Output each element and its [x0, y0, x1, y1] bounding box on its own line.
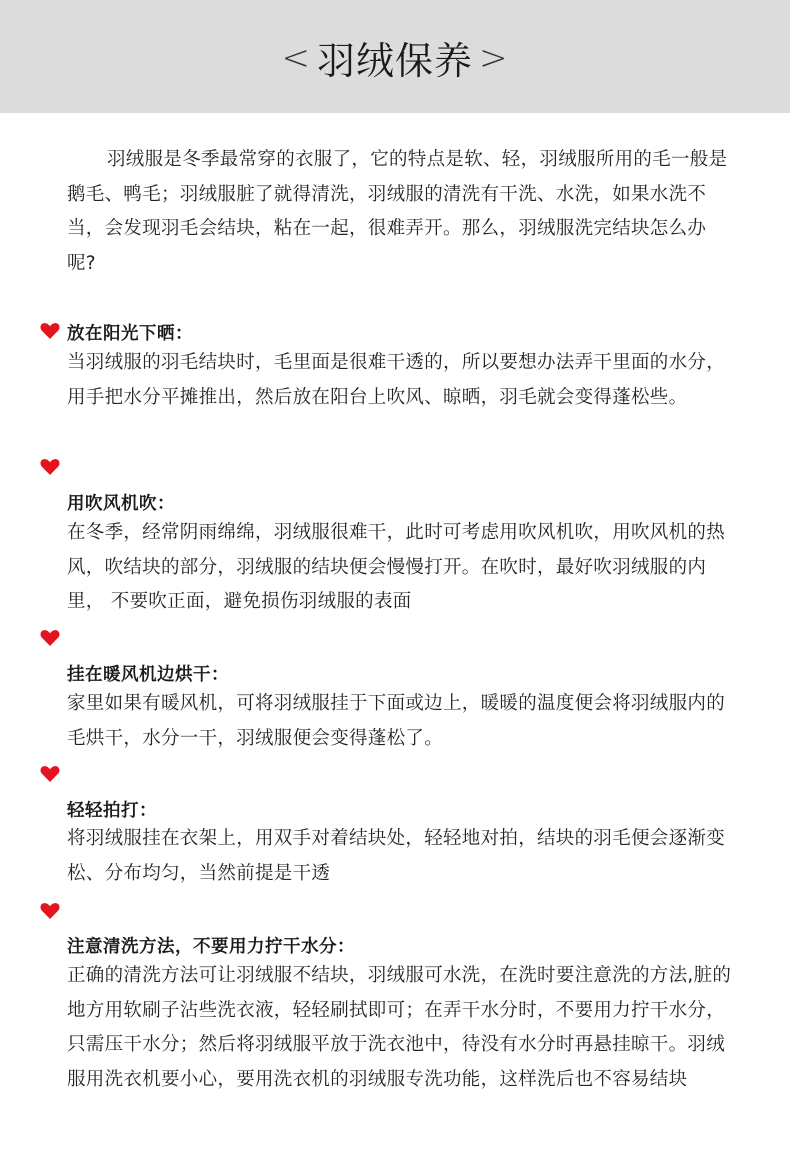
page-title-text: 羽绒保养 [316, 39, 473, 83]
tip-title: 挂在暖风机边烘干： [67, 665, 229, 685]
tip-title: 用吹风机吹： [67, 494, 175, 514]
tip-body: 将羽绒服挂在衣架上，用双手对着结块处，轻轻地对拍，结块的羽毛便会逐渐变松、分布均匀，当然前提是干透 [67, 828, 726, 884]
left-bracket: < [281, 37, 311, 78]
tip-body: 当羽绒服的羽毛结块时，毛里面是很难干透的，所以要想办法弄干里面的水分，用手把水分平摊推出，然后放在阳台上吹风、晾晒，羽毛就会变得蓬松些。 [67, 352, 726, 408]
right-bracket: > [479, 37, 509, 78]
tip-title: 轻轻拍打： [67, 801, 157, 821]
tip-title: 放在阳光下晒： [67, 324, 193, 344]
tip-body: 正确的清洗方法可让羽绒服不结块，羽绒服可水洗，在洗时要注意洗的方法,脏的地方用软刷子沾些洗衣液，轻轻刷拭即可；在弄干水分时，不要用力拧干水分，只需压干水分；然后将羽绒服平放于洗衣池中，待没有水分时再悬挂晾干。羽绒服用洗衣机要小心，要用洗衣机的羽绒服专洗功能，这样洗后也不容易结块 [67, 965, 732, 1090]
heart-icon [40, 902, 60, 920]
page-header [0, 0, 790, 113]
tip-body: 家里如果有暖风机，可将羽绒服挂于下面或边上，暖暖的温度便会将羽绒服内的毛烘干，水分一干，羽绒服便会变得蓬松了。 [67, 693, 726, 749]
heart-icon [40, 629, 60, 647]
intro-paragraph: 羽绒服是冬季最常穿的衣服了，它的特点是软、轻，羽绒服所用的毛一般是鹅毛、鸭毛；羽绒服脏了就得清洗，羽绒服的清洗有干洗、水洗，如果水洗不当，会发现羽毛会结块，粘在一起，很难弄开。那么，羽绒服洗完结块怎么办呢? [67, 149, 728, 274]
tip-body: 在冬季，经常阴雨绵绵，羽绒服很难干，此时可考虑用吹风机吹，用吹风机的热风，吹结块的部分，羽绒服的结块便会慢慢打开。在吹时，最好吹羽绒服的内里， 不要吹正面，避免损伤羽绒服的表面 [67, 522, 726, 612]
heart-icon [40, 765, 60, 783]
heart-icon [40, 458, 60, 476]
tip-title: 注意清洗方法，不要用力拧干水分： [67, 937, 355, 957]
page-title [275, 30, 514, 85]
heart-icon [40, 322, 60, 340]
